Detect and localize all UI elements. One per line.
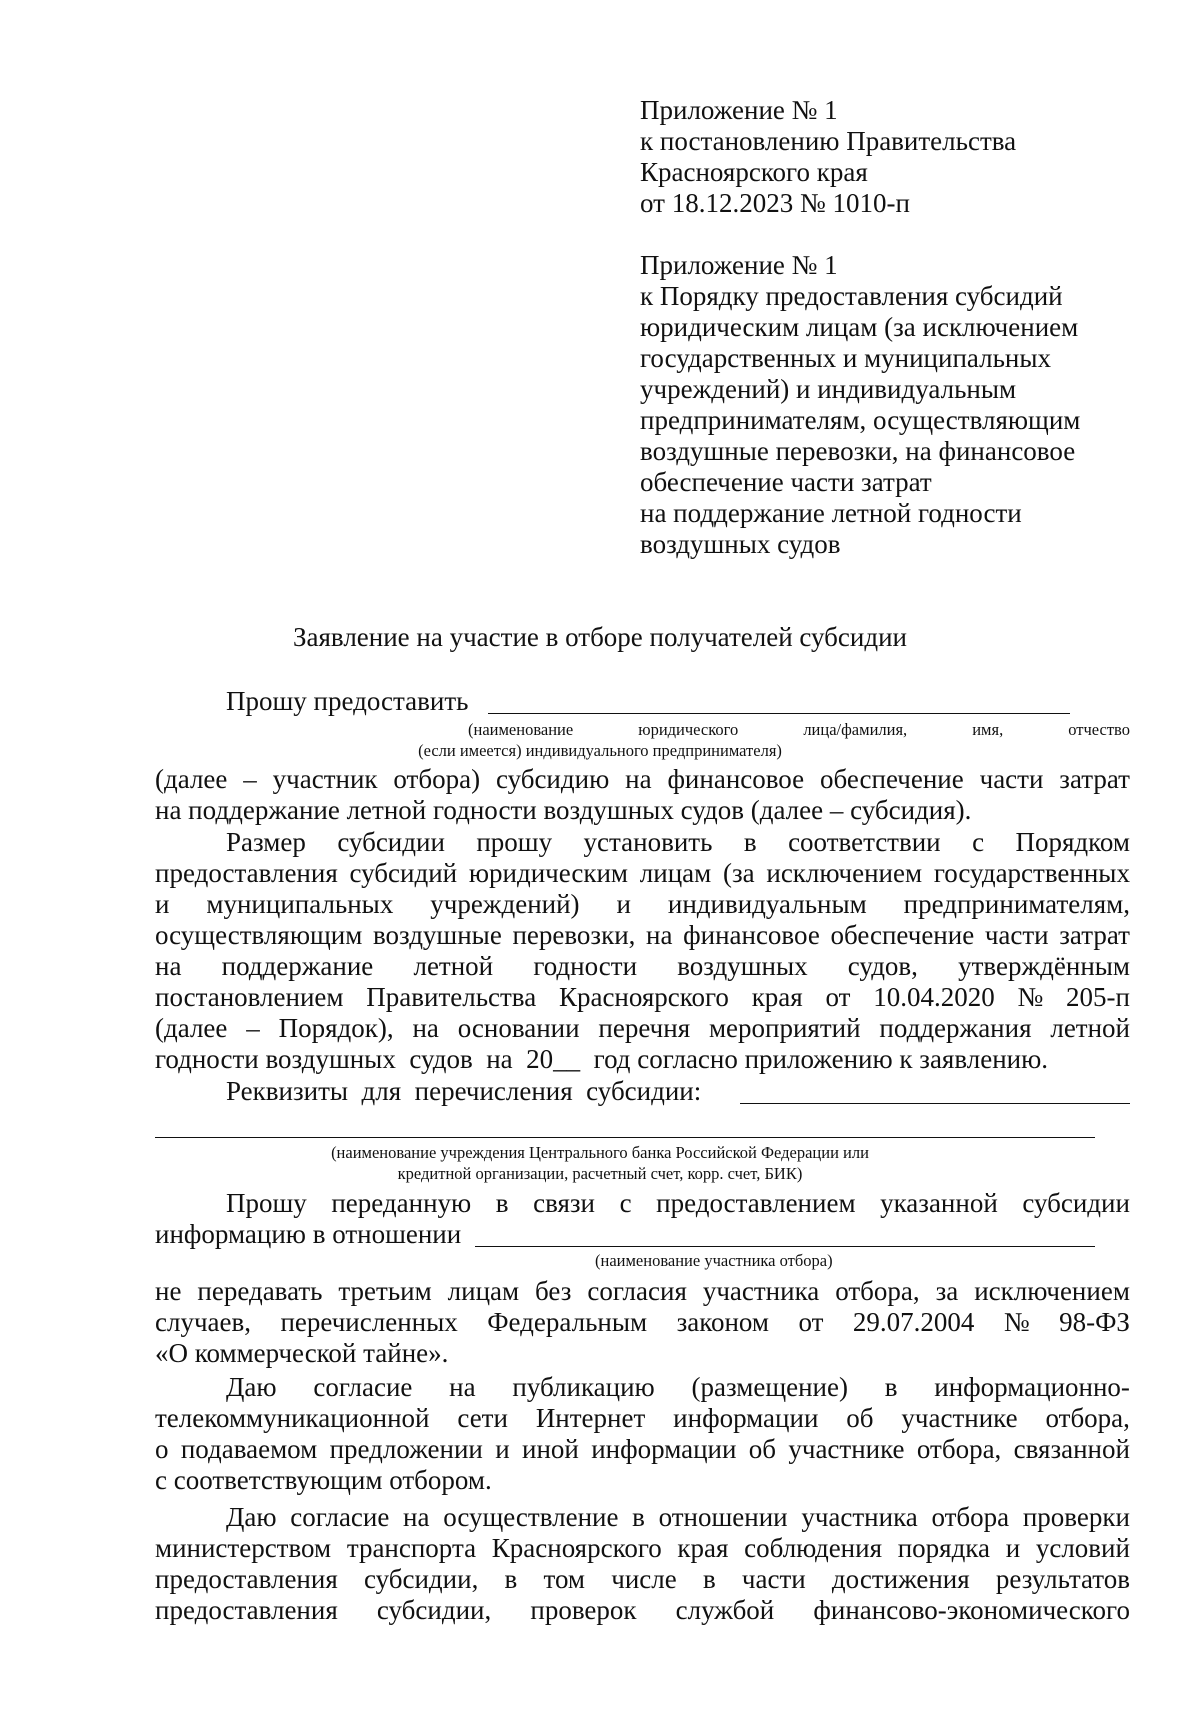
p2-line-1 <box>226 827 1130 857</box>
word: информации <box>591 1434 737 1464</box>
requisites-caption-2: кредитной организации, расчетный счет, корр. счет, БИК) <box>397 1164 803 1183</box>
word: за <box>935 1276 959 1306</box>
word: третьим <box>338 1276 432 1306</box>
document-title: Заявление на участие в отборе получателей субсидии <box>293 622 907 652</box>
word: юридическим <box>468 858 629 888</box>
word: осуществление <box>443 1502 619 1532</box>
word: края <box>751 982 803 1012</box>
word: (размещение) <box>691 1372 848 1402</box>
word: об <box>846 1403 874 1433</box>
p5-line-4: с соответствующим отбором. <box>155 1465 492 1495</box>
caption-word: (наименование <box>468 720 574 739</box>
word: службой <box>675 1595 775 1625</box>
word: перевозки, <box>512 920 636 950</box>
word: предпринимателям, <box>903 889 1130 919</box>
request-label: Прошу предоставить <box>226 686 469 716</box>
p2-line-3 <box>155 889 1130 919</box>
word: 98-ФЗ <box>1059 1307 1130 1337</box>
word: Прошу <box>226 1188 307 1218</box>
annex-1-line-3: Красноярского края <box>640 157 868 187</box>
p4-line-3 <box>155 1276 1130 1306</box>
applicant-name-caption-2: (если имеется) индивидуального предпринимателя) <box>418 741 782 760</box>
word: публикацию <box>512 1372 655 1402</box>
word: летной <box>1050 1013 1130 1043</box>
word: том <box>543 1564 586 1594</box>
word: участника <box>801 1502 918 1532</box>
word: основании <box>457 1013 580 1043</box>
word: Правительства <box>366 982 537 1012</box>
p4-line-4 <box>155 1307 1130 1337</box>
word: на <box>155 951 182 981</box>
word: Даю <box>226 1372 277 1402</box>
word: предоставления <box>155 858 338 888</box>
word: субсидий <box>349 858 458 888</box>
p2-line-5 <box>155 951 1130 981</box>
word: части <box>979 764 1044 794</box>
word: числе <box>611 1564 677 1594</box>
word: № <box>1017 982 1044 1012</box>
word: отбора, <box>835 1276 920 1306</box>
annex-2-line-4: государственных и муниципальных <box>640 343 1051 373</box>
word: без <box>535 1276 572 1306</box>
word: переданную <box>331 1188 472 1218</box>
word: воздушные <box>372 920 502 950</box>
word: затрат <box>1059 920 1130 950</box>
word: субсидии <box>337 827 445 857</box>
word: соответствии <box>788 827 941 857</box>
annex-2-line-9: на поддержание летной годности <box>640 498 1022 528</box>
p2-line-8: годности воздушных судов на 20__ год согласно приложению к заявлению. <box>155 1044 1049 1074</box>
word: предоставления <box>155 1595 338 1625</box>
word: 10.04.2020 <box>873 982 995 1012</box>
word: Порядком <box>1015 827 1130 857</box>
word: на <box>625 764 652 794</box>
annex-2-line-3: юридическим лицам (за исключением <box>640 312 1079 342</box>
word: 205-п <box>1066 982 1130 1012</box>
p2-line-7 <box>155 1013 1130 1043</box>
caption-word: отчество <box>1068 720 1130 739</box>
applicant-name-caption <box>468 720 1130 740</box>
word: государственных <box>933 858 1130 888</box>
word: отношении <box>658 1502 788 1532</box>
word: финансовое <box>667 764 805 794</box>
p6-line-3 <box>155 1564 1130 1594</box>
word: исключением <box>974 1276 1130 1306</box>
p6-line-1 <box>226 1502 1130 1532</box>
annex-2-line-1: Приложение № 1 <box>640 250 838 280</box>
word: и <box>495 1434 510 1464</box>
word: в <box>702 1564 716 1594</box>
word: субсидии <box>1022 1188 1130 1218</box>
word: Порядок), <box>278 1013 394 1043</box>
p1-line-2 <box>155 764 1130 794</box>
requisites-label: Реквизиты для перечисления субсидии: <box>226 1076 702 1106</box>
word: предложении <box>329 1434 483 1464</box>
word: с <box>972 827 985 857</box>
word: проверки <box>1022 1502 1130 1532</box>
word: установить <box>583 827 713 857</box>
word: прошу <box>476 827 553 857</box>
word: от <box>825 982 851 1012</box>
word: муниципальных <box>206 889 394 919</box>
word: Интернет <box>535 1403 646 1433</box>
word: сети <box>457 1403 508 1433</box>
word: случаев, <box>155 1307 252 1337</box>
word: обеспечение <box>820 764 964 794</box>
word: телекоммуникационной <box>155 1403 430 1433</box>
word: и <box>1005 1533 1021 1563</box>
caption-word: лица/фамилия, <box>803 720 908 739</box>
word: учреждений) <box>430 889 580 919</box>
p6-line-2 <box>155 1533 1130 1563</box>
word: постановлением <box>155 982 344 1012</box>
word: в <box>632 1502 645 1532</box>
annex-2-line-10: воздушных судов <box>640 529 841 559</box>
word: – <box>246 1013 260 1043</box>
word: согласие <box>313 1372 413 1402</box>
caption-word: юридического <box>638 720 739 739</box>
word: передавать <box>197 1276 323 1306</box>
p2-line-6 <box>155 982 1130 1012</box>
word: информации <box>673 1403 819 1433</box>
word: и <box>616 889 631 919</box>
word: Федеральным <box>487 1307 648 1337</box>
word: Красноярского <box>491 1533 662 1563</box>
word: обеспечение <box>830 920 975 950</box>
word: летной <box>413 951 494 981</box>
requisites-caption-1: (наименование учреждения Центрального банка Российской Федерации или <box>331 1143 869 1162</box>
word: перечисленных <box>280 1307 458 1337</box>
p4-line-1 <box>226 1188 1130 1218</box>
word: (далее <box>155 1013 228 1043</box>
word: связанной <box>1013 1434 1130 1464</box>
word: связи <box>533 1188 596 1218</box>
word: не <box>155 1276 182 1306</box>
word: и <box>155 889 170 919</box>
participant-name-caption: (наименование участника отбора) <box>595 1251 833 1270</box>
word: Красноярского <box>558 982 729 1012</box>
word: края <box>677 1533 729 1563</box>
word: (далее <box>155 764 228 794</box>
word: предоставлением <box>656 1188 856 1218</box>
p5-line-2 <box>155 1403 1130 1433</box>
annex-2-line-6: предпринимателям, осуществляющим <box>640 405 1081 435</box>
word: – <box>243 764 257 794</box>
annex-1-line-1: Приложение № 1 <box>640 95 838 125</box>
p5-line-3 <box>155 1434 1130 1464</box>
word: об <box>748 1434 777 1464</box>
word: согласия <box>587 1276 687 1306</box>
word: части <box>741 1564 806 1594</box>
word: указанной <box>880 1188 998 1218</box>
word: субсидии, <box>376 1595 492 1625</box>
annex-2-line-5: учреждений) и индивидуальным <box>640 374 1017 404</box>
p5-line-1 <box>226 1372 1130 1402</box>
word: предоставления <box>155 1564 338 1594</box>
p4-label-2: информацию в отношении <box>155 1219 462 1249</box>
word: результатов <box>995 1564 1130 1594</box>
p4-line-5: «О коммерческой тайне». <box>155 1338 449 1368</box>
p6-line-4 <box>155 1595 1130 1625</box>
word: проверок <box>530 1595 637 1625</box>
word: подаваемом <box>180 1434 318 1464</box>
word: с <box>619 1188 632 1218</box>
p2-line-2 <box>155 858 1130 888</box>
p1-line-3: на поддержание летной годности воздушных судов (далее – субсидия). <box>155 795 972 825</box>
word: отбора, <box>916 1434 1002 1464</box>
word: участнике <box>788 1434 905 1464</box>
word: Размер <box>226 827 306 857</box>
annex-1-line-2: к постановлению Правительства <box>640 126 1017 156</box>
word: условий <box>1035 1533 1130 1563</box>
word: в <box>504 1564 518 1594</box>
annex-2-line-7: воздушные перевозки, на финансовое <box>640 436 1076 466</box>
word: поддержания <box>879 1013 1032 1043</box>
word: затрат <box>1059 764 1130 794</box>
word: от <box>798 1307 824 1337</box>
word: в <box>495 1188 509 1218</box>
annex-1-line-4: от 18.12.2023 № 1010-п <box>640 188 910 218</box>
word: достижения <box>831 1564 970 1594</box>
requisites-field-1[interactable] <box>740 1103 1130 1104</box>
word: отбора) <box>393 764 481 794</box>
caption-word: имя, <box>972 720 1004 739</box>
word: в <box>884 1372 898 1402</box>
requisites-field-2[interactable] <box>155 1137 1095 1138</box>
word: в <box>743 827 757 857</box>
word: на <box>449 1372 476 1402</box>
applicant-name-field[interactable] <box>488 713 1070 714</box>
word: № <box>1003 1307 1030 1337</box>
word: отбора, <box>1045 1403 1130 1433</box>
word: индивидуальным <box>667 889 867 919</box>
word: информационно- <box>934 1372 1130 1402</box>
annex-2-line-2: к Порядку предоставления субсидий <box>640 281 1063 311</box>
word: участнике <box>901 1403 1018 1433</box>
word: воздушных <box>677 951 808 981</box>
word: иной <box>522 1434 579 1464</box>
word: исключением <box>766 858 923 888</box>
word: перечня <box>598 1013 691 1043</box>
word: судов, <box>847 951 918 981</box>
word: части <box>984 920 1049 950</box>
word: законом <box>676 1307 769 1337</box>
word: лицам <box>447 1276 520 1306</box>
word: порядка <box>897 1533 991 1563</box>
word: финансово-экономического <box>813 1595 1130 1625</box>
annex-2-line-8: обеспечение части затрат <box>640 467 932 497</box>
word: мероприятий <box>708 1013 861 1043</box>
word: (за <box>722 858 755 888</box>
word: на <box>412 1013 439 1043</box>
word: осуществляющим <box>155 920 363 950</box>
word: на <box>403 1502 430 1532</box>
word: транспорта <box>346 1533 477 1563</box>
participant-name-field[interactable] <box>475 1246 1095 1247</box>
word: согласие <box>290 1502 390 1532</box>
word: лицам <box>639 858 712 888</box>
word: поддержание <box>221 951 374 981</box>
word: участника <box>702 1276 820 1306</box>
word: утверждённым <box>958 951 1130 981</box>
word: финансовое <box>683 920 820 950</box>
word: министерством <box>155 1533 332 1563</box>
word: на <box>646 920 673 950</box>
word: соблюдения <box>744 1533 883 1563</box>
word: субсидии, <box>363 1564 479 1594</box>
word: о <box>155 1434 169 1464</box>
word: субсидию <box>495 764 610 794</box>
p2-line-4 <box>155 920 1130 950</box>
word: 29.07.2004 <box>852 1307 975 1337</box>
word: участник <box>272 764 378 794</box>
word: отбора <box>931 1502 1010 1532</box>
word: годности <box>533 951 638 981</box>
word: Даю <box>226 1502 277 1532</box>
